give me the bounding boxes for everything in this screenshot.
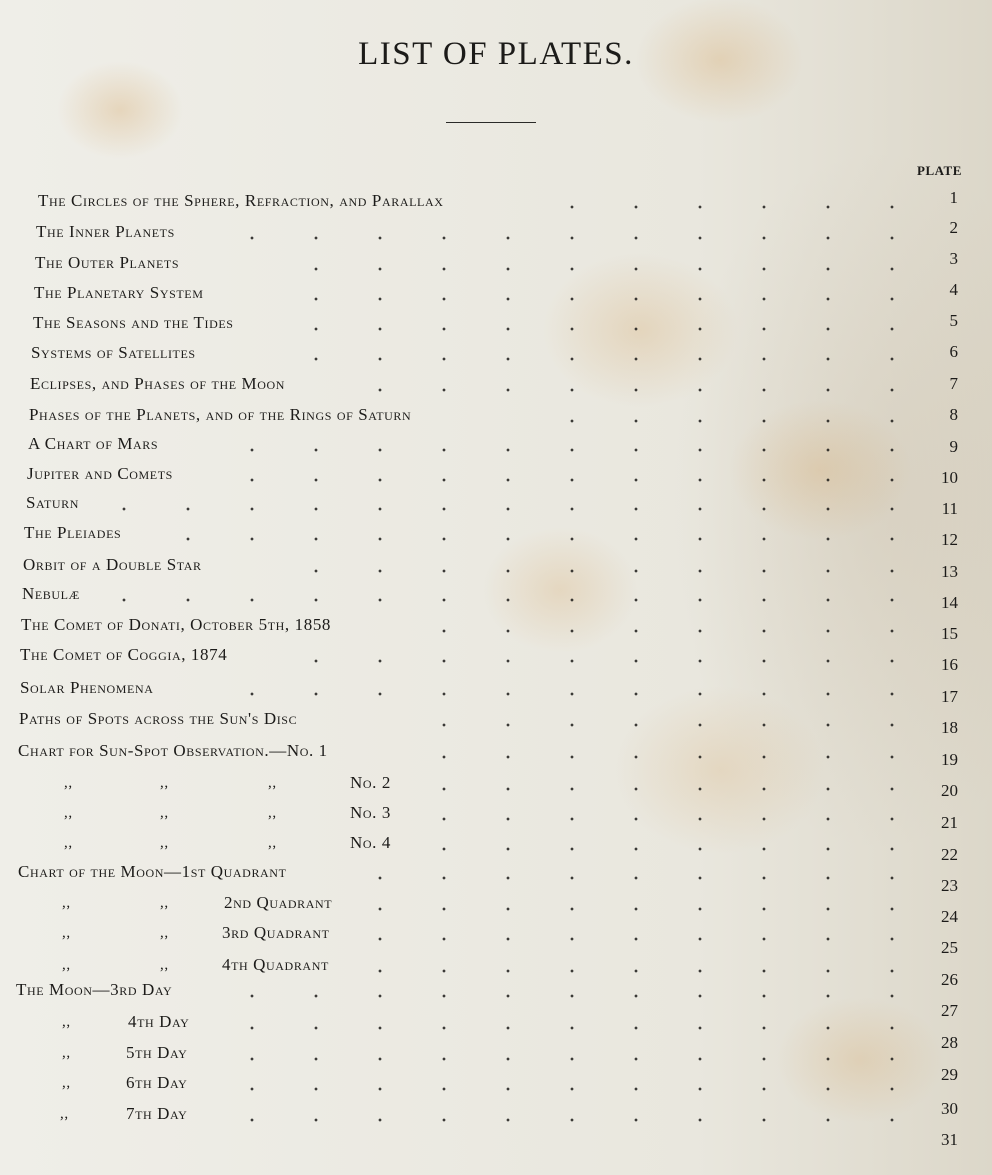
page-title: LIST OF PLATES. — [358, 36, 634, 72]
dot-leader — [117, 584, 924, 604]
plate-number: 22 — [941, 845, 958, 864]
plate-number: 25 — [941, 938, 958, 957]
plate-title: Systems of Satellites — [31, 343, 196, 362]
dot-leader — [256, 343, 924, 363]
dot-leader — [365, 374, 924, 394]
plate-number: 7 — [949, 374, 958, 393]
plate-title: Jupiter and Comets — [27, 464, 173, 483]
ditto-mark: ,, — [64, 775, 73, 791]
plate-title: 2nd Quadrant — [224, 893, 333, 912]
plate-entry — [0, 249, 992, 281]
plate-entry — [0, 555, 992, 583]
plate-title: Nebulæ — [22, 584, 80, 603]
plate-entry — [0, 1012, 992, 1052]
plate-number: 18 — [941, 718, 958, 737]
plate-entry — [0, 741, 992, 769]
plate-entry — [0, 584, 992, 612]
plate-number: 6 — [949, 342, 958, 361]
plate-title: No. 2 — [350, 773, 391, 792]
plate-entry — [0, 893, 992, 926]
plate-number: 15 — [941, 624, 958, 643]
plate-title: Phases of the Planets, and of the Rings of Saturn — [29, 405, 412, 424]
plate-number: 11 — [941, 499, 958, 518]
plate-entry — [0, 188, 992, 219]
plate-number: 21 — [941, 813, 958, 832]
dot-leader — [305, 645, 924, 665]
dot-leader — [218, 434, 924, 454]
plate-entry — [0, 955, 992, 989]
dot-leader — [216, 1073, 924, 1093]
plate-title: The Outer Planets — [35, 253, 180, 272]
ditto-mark: ,, — [160, 775, 169, 791]
plate-number: 3 — [949, 249, 958, 268]
plate-entry — [0, 645, 992, 673]
plate-entry — [0, 523, 992, 551]
dot-leader — [222, 464, 924, 484]
dot-leader — [369, 923, 924, 943]
dot-leader — [423, 741, 924, 761]
plate-number: 13 — [941, 562, 958, 581]
ditto-mark: ,, — [62, 1075, 71, 1091]
plate-number: 31 — [941, 1130, 958, 1149]
plate-number: 19 — [941, 750, 958, 769]
ditto-mark: ,, — [62, 925, 71, 941]
dot-leader — [263, 555, 924, 575]
plate-number: 29 — [941, 1065, 958, 1084]
plate-number: 2 — [949, 218, 958, 237]
plate-number: 23 — [941, 876, 958, 895]
plate-number: 30 — [941, 1099, 958, 1118]
plate-title: The Planetary System — [34, 283, 204, 302]
plate-number: 26 — [941, 970, 958, 989]
dot-leader — [544, 405, 924, 425]
ditto-mark: ,, — [160, 895, 169, 911]
ditto-mark: ,, — [64, 805, 73, 821]
plate-entry — [0, 313, 992, 341]
plate-number: 14 — [941, 593, 958, 612]
dot-leader — [415, 773, 924, 793]
plate-title: Chart of the Moon—1st Quadrant — [18, 862, 287, 881]
plate-number: 16 — [941, 655, 958, 674]
plate-number: 9 — [949, 437, 958, 456]
plate-title: 3rd Quadrant — [222, 923, 330, 942]
ditto-mark: ,, — [62, 1014, 71, 1030]
dot-leader — [415, 803, 924, 823]
plate-number: 5 — [949, 311, 958, 330]
plate-title: The Seasons and the Tides — [33, 313, 234, 332]
plate-number: 17 — [941, 687, 958, 706]
plate-entry — [0, 803, 992, 831]
plate-title: A Chart of Mars — [28, 434, 159, 453]
plate-entry — [0, 1104, 992, 1149]
dot-leader — [369, 893, 924, 913]
ditto-mark: ,, — [160, 925, 169, 941]
plate-entry — [0, 709, 992, 737]
plate-title: 4th Quadrant — [222, 955, 329, 974]
plate-number: 28 — [941, 1033, 958, 1052]
ditto-mark: ,, — [160, 805, 169, 821]
ditto-mark: ,, — [62, 895, 71, 911]
plate-title: Saturn — [26, 493, 80, 512]
plate-entry — [0, 464, 992, 492]
plate-entry — [0, 405, 992, 433]
plate-entry — [0, 374, 992, 402]
title-rule — [446, 122, 536, 123]
dot-leader — [415, 833, 924, 853]
ditto-mark: ,, — [268, 805, 277, 821]
plate-title: The Pleiades — [24, 523, 122, 542]
plate-title: 6th Day — [126, 1073, 188, 1092]
ditto-mark: ,, — [268, 775, 277, 791]
plate-title: 4th Day — [128, 1012, 190, 1031]
ditto-mark: ,, — [160, 957, 169, 973]
plate-title: Paths of Spots across the Sun's Disc — [19, 709, 298, 728]
plate-entry — [0, 862, 992, 895]
plate-title: The Circles of the Sphere, Refraction, and Parallax — [38, 191, 444, 210]
plate-entry — [0, 280, 992, 311]
plate-entry — [0, 615, 992, 643]
plate-number: 24 — [941, 907, 958, 926]
ditto-mark: ,, — [64, 835, 73, 851]
plate-title: Solar Phenomena — [20, 678, 154, 697]
plate-title: 7th Day — [126, 1104, 188, 1123]
plate-title: The Moon—3rd Day — [16, 980, 173, 999]
ditto-mark: ,, — [62, 957, 71, 973]
plate-title: No. 3 — [350, 803, 391, 822]
dot-leader — [215, 678, 924, 698]
plate-entry — [0, 493, 992, 521]
plate-entry — [0, 980, 992, 1020]
dot-leader — [216, 1043, 924, 1063]
plate-number: 1 — [949, 188, 958, 207]
ditto-mark: ,, — [268, 835, 277, 851]
dot-leader — [363, 862, 924, 882]
plate-title: Orbit of a Double Star — [23, 555, 202, 574]
plate-number: 4 — [949, 280, 958, 299]
plate-title: The Comet of Donati, October 5th, 1858 — [21, 615, 332, 634]
dot-leader — [106, 493, 924, 513]
dot-leader — [389, 709, 924, 729]
dot-leader — [568, 191, 924, 211]
plate-entry — [0, 833, 992, 864]
plate-column-header: PLATE — [917, 163, 962, 178]
dot-leader — [298, 313, 924, 333]
dot-leader — [255, 253, 924, 273]
ditto-mark: ,, — [62, 1045, 71, 1061]
plate-title: 5th Day — [126, 1043, 188, 1062]
dot-leader — [216, 980, 924, 1000]
dot-leader — [421, 615, 924, 635]
plate-entry — [0, 923, 992, 957]
plate-number: 27 — [941, 1001, 958, 1020]
plate-number: 8 — [949, 405, 958, 424]
plate-title: Eclipses, and Phases of the Moon — [30, 374, 286, 393]
dot-leader — [216, 1104, 924, 1124]
plate-entry — [0, 434, 992, 462]
ditto-mark: ,, — [60, 1106, 69, 1122]
dot-leader — [218, 1012, 924, 1032]
plate-title: Chart for Sun-Spot Observation.—No. 1 — [18, 741, 328, 760]
plate-entry — [0, 678, 992, 706]
dot-leader — [159, 523, 924, 543]
plate-number: 20 — [941, 781, 958, 800]
plate-title: The Inner Planets — [36, 222, 175, 241]
dot-leader — [369, 955, 924, 975]
plate-title: No. 4 — [350, 833, 391, 852]
plate-number: 12 — [941, 530, 958, 549]
plate-number: 10 — [941, 468, 958, 487]
dot-leader — [246, 222, 924, 242]
ditto-mark: ,, — [160, 835, 169, 851]
dot-leader — [254, 283, 924, 303]
plate-entry — [0, 773, 992, 801]
plate-title: The Comet of Coggia, 1874 — [20, 645, 228, 664]
plate-entry — [0, 218, 992, 250]
plate-entry — [0, 343, 992, 371]
